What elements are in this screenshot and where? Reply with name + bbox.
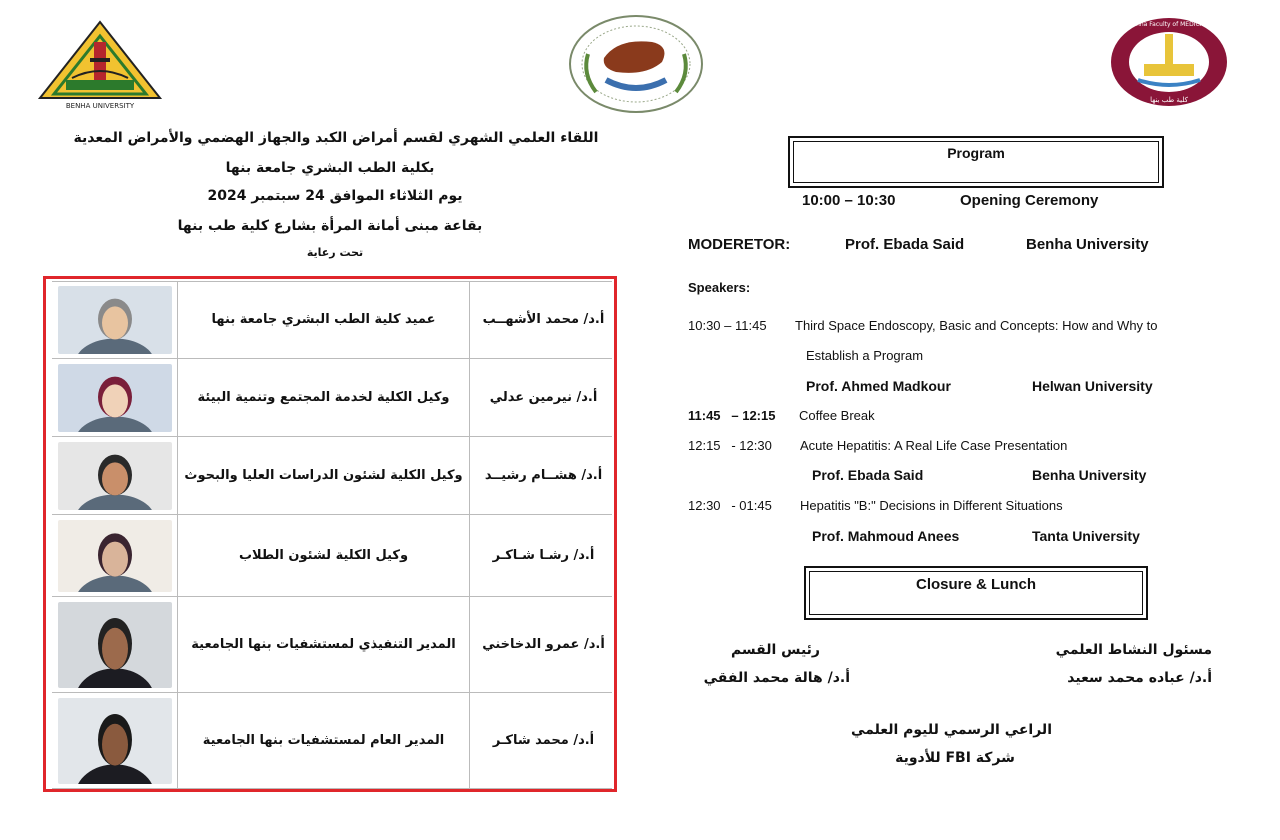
- patron-photo: [58, 442, 172, 510]
- session-1-university: Helwan University: [1032, 378, 1153, 394]
- medicine-logo-ring-en: Benha Faculty of MEDICINE: [1128, 21, 1210, 28]
- moderator-university: Benha University: [1026, 236, 1149, 253]
- patron-photo: [58, 364, 172, 432]
- opening-label: Opening Ceremony: [960, 192, 1099, 209]
- patron-title: وكيل الكلية لشئون الدراسات العليا والبحوث: [178, 437, 470, 514]
- session-2-title: Acute Hepatitis: A Real Life Case Presentation: [800, 438, 1068, 453]
- session-3-time: 12:30 - 01:45: [688, 498, 772, 513]
- patron-name: أ.د/ نيرمين عدلي: [489, 390, 598, 405]
- session-2-university: Benha University: [1032, 467, 1147, 483]
- patron-row: [52, 693, 612, 789]
- patron-name: أ.د/ هشــام رشيــد: [484, 468, 603, 483]
- patron-title: المدير العام لمستشفيات بنها الجامعية: [178, 693, 470, 788]
- sponsor-line-1: الراعي الرسمي لليوم العلمي: [851, 722, 1052, 738]
- closure-label: Closure & Lunch: [915, 576, 1036, 593]
- benha-university-logo: [36, 18, 164, 110]
- patron-title: وكيل الكلية لشئون الطلاب: [178, 515, 470, 596]
- department-head-name: أ.د/ هالة محمد الفقي: [703, 670, 850, 686]
- faculty-of-medicine-logo: [1108, 16, 1230, 108]
- break-label: Coffee Break: [799, 408, 875, 423]
- scientific-activity-role: مسئول النشاط العلمي: [1055, 642, 1212, 658]
- moderator-label: MODERETOR:: [688, 236, 791, 253]
- patron-photo-cell: [52, 359, 178, 436]
- header-line-4: بقاعة مبنى أمانة المرأة بشارع كلية طب بنها: [177, 218, 483, 234]
- header-line-2: بكلية الطب البشري جامعة بنها: [225, 160, 435, 176]
- patron-photo: [58, 520, 172, 592]
- program-title-box: [788, 136, 1164, 188]
- moderator-name: Prof. Ebada Said: [845, 236, 965, 253]
- patron-name: أ.د/ محمد شاكـر: [492, 733, 595, 748]
- session-1-title-cont: Establish a Program: [806, 348, 924, 363]
- sponsor-line-2: شركة FBI للأدوية: [895, 750, 1015, 766]
- opening-time: 10:00 – 10:30: [802, 192, 896, 209]
- program-title: Program: [947, 145, 1005, 161]
- header-line-3: يوم الثلاثاء الموافق 24 سبتمبر 2024: [207, 188, 463, 204]
- patron-row: [52, 597, 612, 693]
- session-1-speaker: Prof. Ahmed Madkour: [806, 378, 951, 394]
- patron-row: [52, 515, 612, 597]
- break-time: 11:45 – 12:15: [688, 408, 776, 423]
- header-line-5: تحت رعاية: [306, 246, 364, 259]
- session-1-time: 10:30 – 11:45: [688, 318, 767, 333]
- patron-name: أ.د/ عمرو الدخاخني: [482, 637, 605, 652]
- patron-name: أ.د/ محمد الأشهــب: [482, 312, 605, 327]
- patron-photo-cell: [52, 597, 178, 692]
- patron-photo: [58, 602, 172, 688]
- patron-row: [52, 281, 612, 359]
- patron-photo-cell: [52, 693, 178, 788]
- department-head-role: رئيس القسم: [730, 642, 820, 658]
- patron-row: [52, 437, 612, 515]
- patron-photo: [58, 698, 172, 784]
- session-3-title: Hepatitis "B:" Decisions in Different Situations: [800, 498, 1063, 513]
- session-1-title: Third Space Endoscopy, Basic and Concepts: How and Why to: [795, 318, 1158, 333]
- closure-box: [804, 566, 1148, 620]
- patrons-table: [43, 276, 617, 792]
- patron-row: [52, 359, 612, 437]
- liver-department-logo: [566, 14, 706, 114]
- patron-photo-cell: [52, 281, 178, 358]
- patron-title: عميد كلية الطب البشري جامعة بنها: [178, 281, 470, 358]
- patron-photo-cell: [52, 437, 178, 514]
- medicine-logo-ring-ar: كلية طب بنها: [1150, 96, 1188, 104]
- patron-title: وكيل الكلية لخدمة المجتمع وتنمية البيئة: [178, 359, 470, 436]
- header-line-1: اللقاء العلمي الشهري لقسم أمراض الكبد والجهاز الهضمي والأمراض المعدية: [73, 130, 599, 146]
- patron-title: المدير التنفيذي لمستشفيات بنها الجامعية: [178, 597, 470, 692]
- session-3-university: Tanta University: [1032, 528, 1140, 544]
- session-2-speaker: Prof. Ebada Said: [812, 467, 924, 483]
- patron-photo: [58, 286, 172, 354]
- patron-name: أ.د/ رشـا شـاكـر: [492, 548, 595, 563]
- benha-logo-caption: BENHA UNIVERSITY: [65, 102, 135, 110]
- speakers-label: Speakers:: [688, 280, 751, 295]
- session-3-speaker: Prof. Mahmoud Anees: [812, 528, 960, 544]
- session-2-time: 12:15 - 12:30: [688, 438, 772, 453]
- scientific-activity-name: أ.د/ عباده محمد سعيد: [1067, 670, 1212, 686]
- patron-photo-cell: [52, 515, 178, 596]
